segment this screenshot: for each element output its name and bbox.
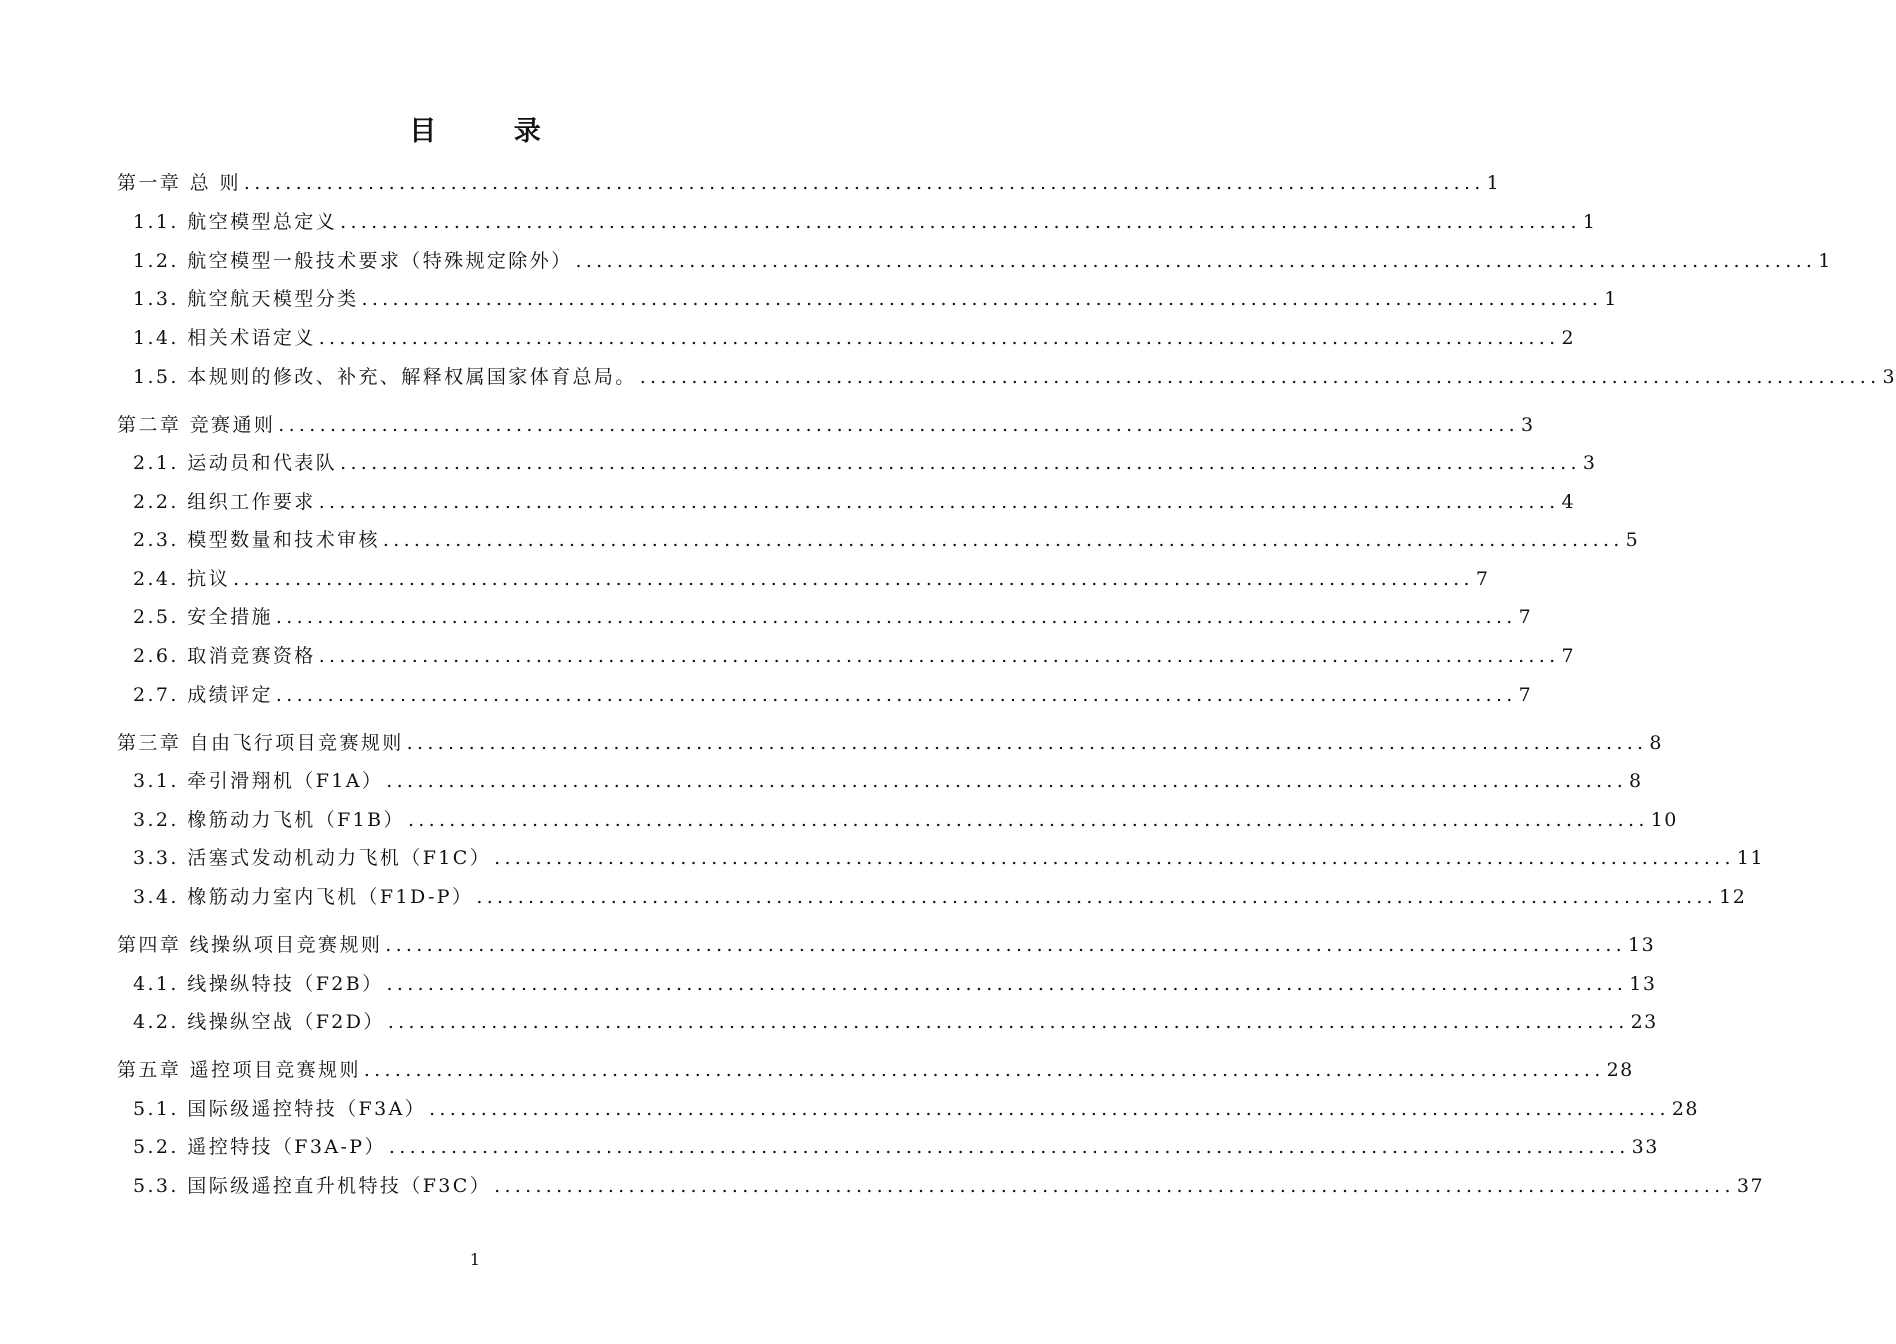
- toc-entry-page: 7: [1561, 645, 1576, 667]
- dot-leader: ........................................................................................................................: [406, 732, 1648, 754]
- dot-leader: ........................................................................................................................: [494, 1175, 1735, 1197]
- dot-leader: ........................................................................................................................: [476, 886, 1718, 908]
- toc-entry-chapter-5[interactable]: [117, 1057, 1634, 1083]
- toc-entry-2-3[interactable]: [133, 527, 1640, 553]
- toc-title: 目 录: [409, 116, 575, 147]
- toc-entry-2-4[interactable]: [133, 566, 1490, 592]
- dot-leader: ........................................................................................................................: [318, 645, 1560, 667]
- toc-entry-page: 33: [1631, 1136, 1659, 1158]
- toc-entry-text: 第五章 遥控项目竞赛规则: [117, 1059, 361, 1081]
- toc-entry-1-1[interactable]: [133, 209, 1597, 235]
- toc-entry-text: 1.3. 航空航天模型分类: [133, 288, 359, 310]
- toc-entry-page: 7: [1518, 684, 1533, 706]
- dot-leader: ........................................................................................................................: [388, 1136, 1630, 1158]
- dot-leader: ........................................................................................................................: [278, 414, 1519, 436]
- dot-leader: ........................................................................................................................: [275, 684, 1517, 706]
- toc-entry-chapter-3[interactable]: [117, 730, 1663, 756]
- toc-entry-text: 3.2. 橡筋动力飞机（F1B）: [133, 809, 405, 831]
- toc-entry-2-1[interactable]: [133, 450, 1597, 476]
- toc-entry-page: 1: [1486, 172, 1501, 194]
- toc-entry-4-2[interactable]: [133, 1009, 1658, 1035]
- dot-leader: ........................................................................................................................: [233, 568, 1474, 590]
- toc-entry-page: 13: [1628, 934, 1656, 956]
- toc-entry-text: 第四章 线操纵项目竞赛规则: [117, 934, 383, 956]
- toc-entry-text: 5.1. 国际级遥控特技（F3A）: [133, 1098, 427, 1120]
- toc-entry-text: 第二章 竞赛通则: [117, 414, 276, 436]
- page-number: 1: [469, 1250, 481, 1269]
- toc-entry-page: 2: [1561, 327, 1576, 349]
- toc-entry-page: 3: [1521, 414, 1535, 436]
- toc-entry-chapter-4[interactable]: [117, 932, 1656, 958]
- toc-entry-text: 3.3. 活塞式发动机动力飞机（F1C）: [133, 847, 492, 869]
- dot-leader: ........................................................................................................................: [363, 1059, 1605, 1081]
- toc-entry-text: 1.2. 航空模型一般技术要求（特殊规定除外）: [133, 250, 573, 272]
- dot-leader: ........................................................................................................................: [243, 172, 1485, 194]
- toc-entry-chapter-2[interactable]: [117, 412, 1535, 438]
- toc-entry-2-2[interactable]: [133, 489, 1576, 515]
- toc-entry-text: 2.4. 抗议: [133, 568, 231, 590]
- toc-entry-text: 1.5. 本规则的修改、补充、解释权属国家体育总局。: [133, 366, 637, 388]
- toc-entry-5-2[interactable]: [133, 1134, 1659, 1160]
- toc-entry-text: 2.2. 组织工作要求: [133, 491, 316, 513]
- toc-entry-text: 2.6. 取消竞赛资格: [133, 645, 316, 667]
- toc-entry-text: 1.1. 航空模型总定义: [133, 211, 338, 233]
- dot-leader: ........................................................................................................................: [429, 1098, 1670, 1120]
- toc-entry-text: 第三章 自由飞行项目竞赛规则: [117, 732, 404, 754]
- toc-entry-page: 28: [1671, 1098, 1700, 1120]
- dot-leader: ........................................................................................................................: [361, 288, 1603, 310]
- toc-entry-3-4[interactable]: [133, 884, 1747, 910]
- toc-entry-page: 23: [1630, 1011, 1658, 1033]
- toc-entry-text: 2.7. 成绩评定: [133, 684, 273, 706]
- toc-entry-page: 3: [1582, 452, 1597, 474]
- dot-leader: ........................................................................................................................: [340, 452, 1581, 474]
- toc-entry-text: 2.3. 模型数量和技术审核: [133, 529, 380, 551]
- toc-entry-page: 37: [1736, 1175, 1765, 1197]
- toc-entry-text: 5.3. 国际级遥控直升机特技（F3C）: [133, 1175, 492, 1197]
- toc-entry-page: 8: [1649, 732, 1663, 754]
- toc-entry-page: 12: [1719, 886, 1747, 908]
- dot-leader: ........................................................................................................................: [386, 973, 1628, 995]
- toc-entry-page: 11: [1736, 847, 1765, 869]
- toc-entry-page: 10: [1650, 809, 1678, 831]
- dot-leader: ........................................................................................................................: [318, 327, 1560, 349]
- toc-entry-text: 5.2. 遥控特技（F3A-P）: [133, 1136, 386, 1158]
- toc-entry-page: 7: [1518, 606, 1533, 628]
- toc-entry-1-5[interactable]: [133, 364, 1896, 390]
- dot-leader: ........................................................................................................................: [385, 934, 1626, 956]
- toc-entry-text: 4.2. 线操纵空战（F2D）: [133, 1011, 385, 1033]
- toc-entry-text: 2.5. 安全措施: [133, 606, 273, 628]
- toc-entry-page: 1: [1582, 211, 1597, 233]
- dot-leader: ........................................................................................................................: [387, 1011, 1629, 1033]
- dot-leader: ........................................................................................................................: [407, 809, 1649, 831]
- dot-leader: ........................................................................................................................: [494, 847, 1735, 869]
- toc-entry-3-1[interactable]: [133, 768, 1643, 794]
- toc-entry-2-6[interactable]: [133, 643, 1576, 669]
- toc-entry-page: 5: [1625, 529, 1640, 551]
- toc-entry-text: 1.4. 相关术语定义: [133, 327, 316, 349]
- toc-entry-page: 28: [1606, 1059, 1634, 1081]
- toc-entry-5-3[interactable]: [133, 1173, 1765, 1199]
- toc-entry-text: 2.1. 运动员和代表队: [133, 452, 338, 474]
- toc-entry-text: 第一章 总 则: [117, 172, 241, 194]
- toc-entry-page: 4: [1561, 491, 1576, 513]
- toc-entry-page: 7: [1475, 568, 1490, 590]
- toc-entry-text: 3.1. 牵引滑翔机（F1A）: [133, 770, 384, 792]
- toc-entry-3-2[interactable]: [133, 807, 1678, 833]
- toc-entry-text: 4.1. 线操纵特技（F2B）: [133, 973, 384, 995]
- toc-entry-5-1[interactable]: [133, 1096, 1700, 1122]
- toc-entry-1-2[interactable]: [133, 248, 1832, 274]
- dot-leader: ........................................................................................................................: [639, 366, 1881, 388]
- toc-entry-4-1[interactable]: [133, 971, 1657, 997]
- toc-entry-page: 3: [1882, 366, 1896, 388]
- toc-entry-3-3[interactable]: [133, 845, 1765, 871]
- dot-leader: ........................................................................................................................: [340, 211, 1581, 233]
- dot-leader: ........................................................................................................................: [575, 250, 1817, 272]
- toc-entry-2-5[interactable]: [133, 604, 1533, 630]
- dot-leader: ........................................................................................................................: [382, 529, 1624, 551]
- toc-entry-2-7[interactable]: [133, 682, 1533, 708]
- toc-entry-1-4[interactable]: [133, 325, 1576, 351]
- toc-entry-page: 8: [1629, 770, 1643, 792]
- toc-entry-page: 13: [1629, 973, 1657, 995]
- toc-entry-text: 3.4. 橡筋动力室内飞机（F1D-P）: [133, 886, 474, 908]
- dot-leader: ........................................................................................................................: [318, 491, 1560, 513]
- toc-entry-page: 1: [1818, 250, 1832, 272]
- toc-entry-page: 1: [1604, 288, 1618, 310]
- toc-entry-chapter-1[interactable]: [117, 170, 1501, 196]
- toc-entry-1-3[interactable]: [133, 286, 1618, 312]
- dot-leader: ........................................................................................................................: [275, 606, 1517, 628]
- dot-leader: ........................................................................................................................: [386, 770, 1628, 792]
